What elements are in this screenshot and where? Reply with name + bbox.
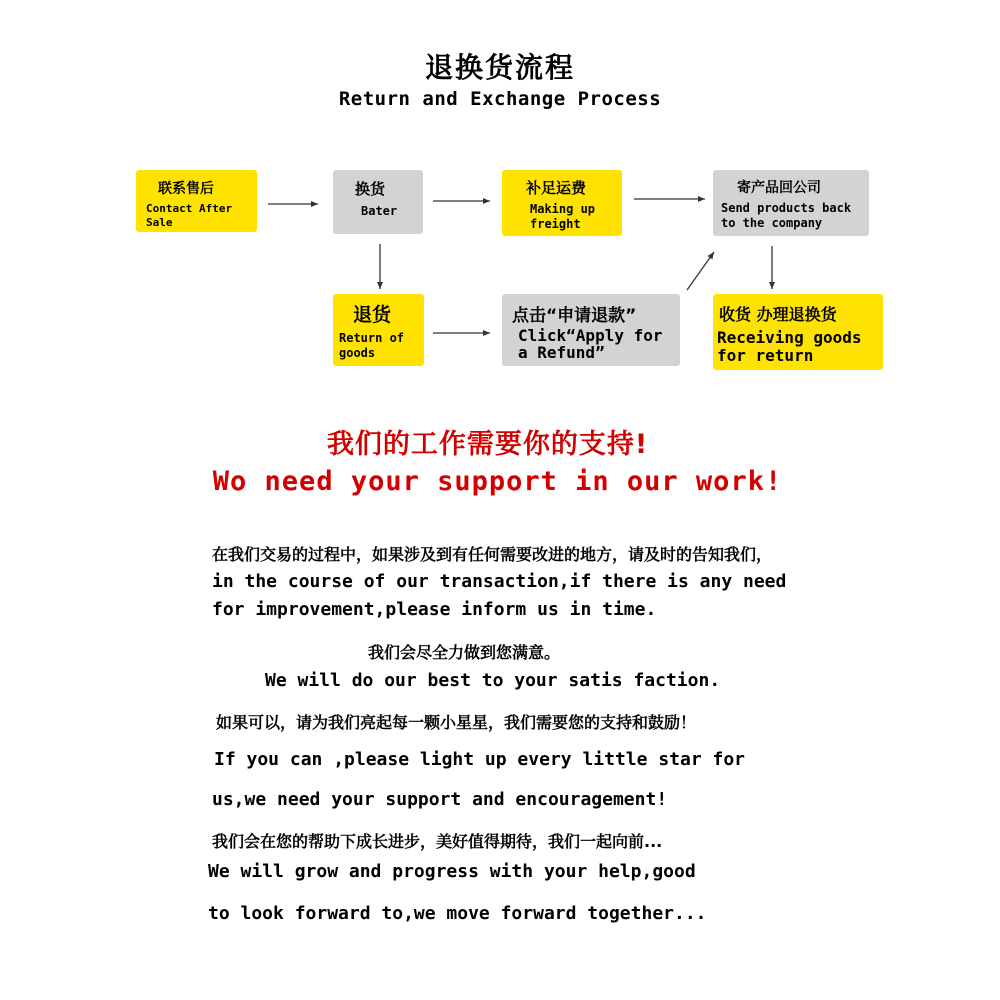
slogan-cn: 我们的工作需要你的支持!: [326, 429, 649, 460]
step-label-en: Contact After Sale: [146, 202, 233, 229]
paragraph-1-en-line-1: in the course of our transaction,if there is any need: [212, 571, 787, 592]
paragraph-4-cn: 我们会在您的帮助下成长进步，美好值得期待，我们一起向前...: [212, 832, 663, 851]
step-making-up-freight: [502, 170, 622, 236]
slogan-en: Wo need your support in our work!: [212, 466, 783, 497]
step-receiving-goods: [713, 294, 883, 370]
page-subtitle: Return and Exchange Process: [338, 88, 662, 110]
paragraph-3-en-line-2: us,we need your support and encouragement!: [212, 789, 668, 810]
page-title: 退换货流程: [424, 51, 575, 84]
step-label-en: Send products back to the company: [721, 201, 852, 230]
step-label-cn: 点击“申请退款”: [512, 306, 637, 326]
step-label-cn: 退货: [353, 304, 392, 326]
step-return-of-goods: [333, 294, 424, 366]
step-barter: [333, 170, 423, 234]
arrow-apply-to-send: [687, 252, 714, 290]
step-label-cn: 补足运费: [526, 179, 587, 197]
paragraph-2-en: We will do our best to your satis faction.: [265, 670, 721, 691]
paragraph-2-cn: 我们会尽全力做到您满意。: [368, 643, 561, 662]
step-label-en: Receiving goods for return: [717, 328, 862, 365]
step-contact-after-sale: [136, 170, 257, 232]
step-label-en: Return of goods: [339, 331, 405, 360]
paragraph-1-en-line-2: for improvement,please inform us in time.: [212, 599, 657, 620]
step-click-apply-refund: [502, 294, 680, 366]
step-label-cn: 收货 办理退换货: [719, 305, 837, 324]
paragraph-4-en-line-1: We will grow and progress with your help,good: [208, 861, 696, 882]
step-send-products-back: [713, 170, 869, 236]
step-label-en: Making up freight: [530, 202, 596, 231]
step-label-cn: 换货: [355, 180, 386, 198]
paragraph-1-cn: 在我们交易的过程中，如果涉及到有任何需要改进的地方，请及时的告知我们，: [212, 545, 773, 564]
paragraph-3-en-line-1: If you can ,please light up every little star for: [214, 749, 746, 770]
step-label-cn: 联系售后: [158, 181, 214, 197]
paragraph-4-en-line-2: to look forward to,we move forward together...: [208, 903, 707, 924]
step-label-en: Click“Apply for a Refund”: [518, 326, 663, 362]
paragraph-3-cn: 如果可以，请为我们亮起每一颗小星星，我们需要您的支持和鼓励！: [216, 713, 697, 732]
step-label-en: Bater: [361, 204, 398, 218]
step-label-cn: 寄产品回公司: [737, 180, 821, 196]
